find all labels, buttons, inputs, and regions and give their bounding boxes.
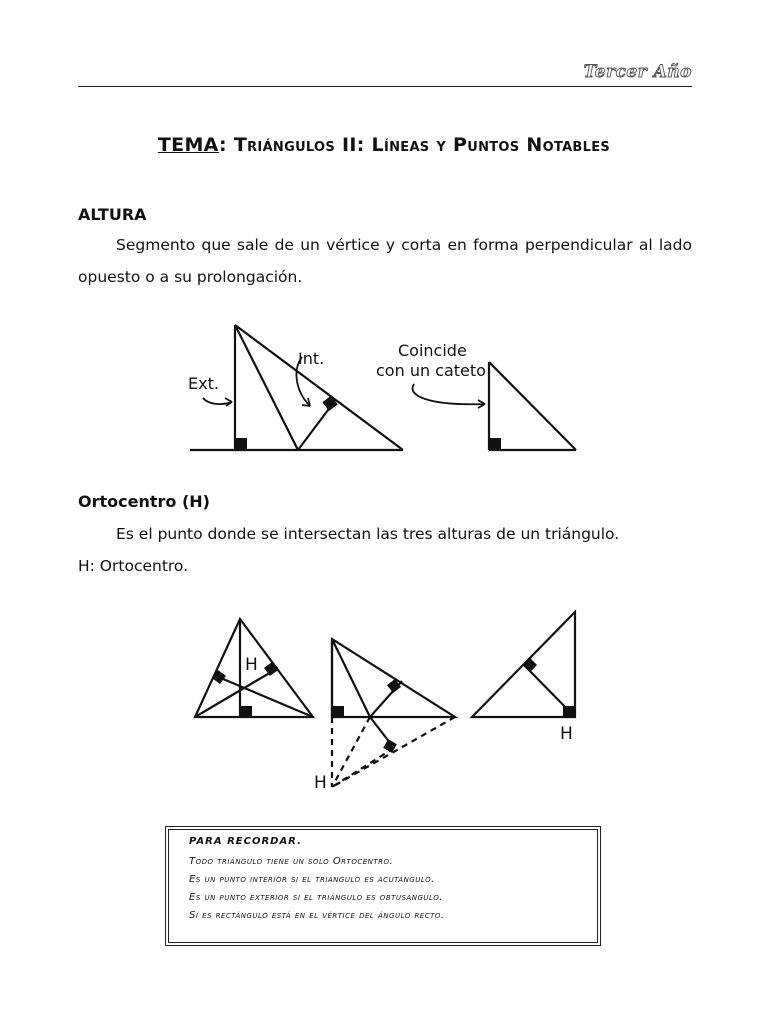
prolongacion-3 (332, 717, 455, 787)
label-ext: Ext. (188, 374, 219, 393)
right-angle-mark (333, 706, 344, 717)
altura-text: Segmento que sale de un vértice y corta en forma perpendicular al lado opuesto o a su prolongación. (78, 236, 692, 286)
ortocentro-labels (245, 655, 573, 793)
altura-labels (188, 341, 486, 393)
right-angle-mark (241, 706, 252, 717)
arrow-ext-head (225, 398, 232, 406)
title-separator: : (219, 134, 234, 156)
label-coincide-2: con un cateto (376, 361, 486, 380)
right-angle-mark (322, 396, 337, 411)
title-tema: TEMA (157, 134, 220, 156)
lado-interior (235, 325, 298, 450)
title-main: Triángulos II: Líneas y Puntos Notables (233, 134, 611, 156)
recordar-line: Es un punto interior si el triángulo es acutángulo. (189, 874, 435, 885)
prolongaciones (332, 717, 455, 787)
ortocentro-definition: H: Ortocentro. (78, 557, 189, 575)
ortocentro-figures (195, 612, 575, 787)
recordar-title: PARA RECORDAR. (189, 836, 302, 847)
ortocentro-heading: Ortocentro (H) (78, 492, 210, 511)
label-h-acute: H (245, 655, 258, 675)
recordar-line: Es un punto exterior si el triángulo es obtusángulo. (189, 892, 443, 903)
recordar-line: Todo triángulo tiene un solo Ortocentro. (189, 856, 394, 867)
lado-hipotenusa (235, 325, 403, 450)
label-coincide-1: Coincide (398, 341, 467, 360)
altura-figures (190, 325, 576, 450)
right-angle-mark (523, 658, 537, 672)
right-angle-mark (236, 438, 247, 449)
ortocentro-paragraph (78, 518, 692, 550)
right-angle-mark (563, 706, 574, 717)
right-angle-mark (212, 670, 226, 684)
recordar-box (165, 826, 601, 946)
recordar-line: Si es rectángulo está en el vértice del ángulo recto. (189, 910, 445, 921)
arrow-coincide (412, 384, 485, 404)
ortocentro-text: Es el punto donde se intersectan las tres alturas de un triángulo. (116, 525, 620, 543)
altura-heading: ALTURA (78, 205, 147, 224)
header-label: Tercer Año (583, 62, 692, 82)
prolongacion-4 (332, 748, 394, 787)
label-h-obtuse: H (314, 773, 327, 793)
hipotenusa (489, 362, 576, 450)
label-int: Int. (298, 349, 325, 368)
prolongacion-2 (332, 717, 370, 787)
label-h-right: H (560, 724, 573, 744)
recordar-inner (168, 829, 598, 943)
right-angle-mark (490, 438, 501, 449)
